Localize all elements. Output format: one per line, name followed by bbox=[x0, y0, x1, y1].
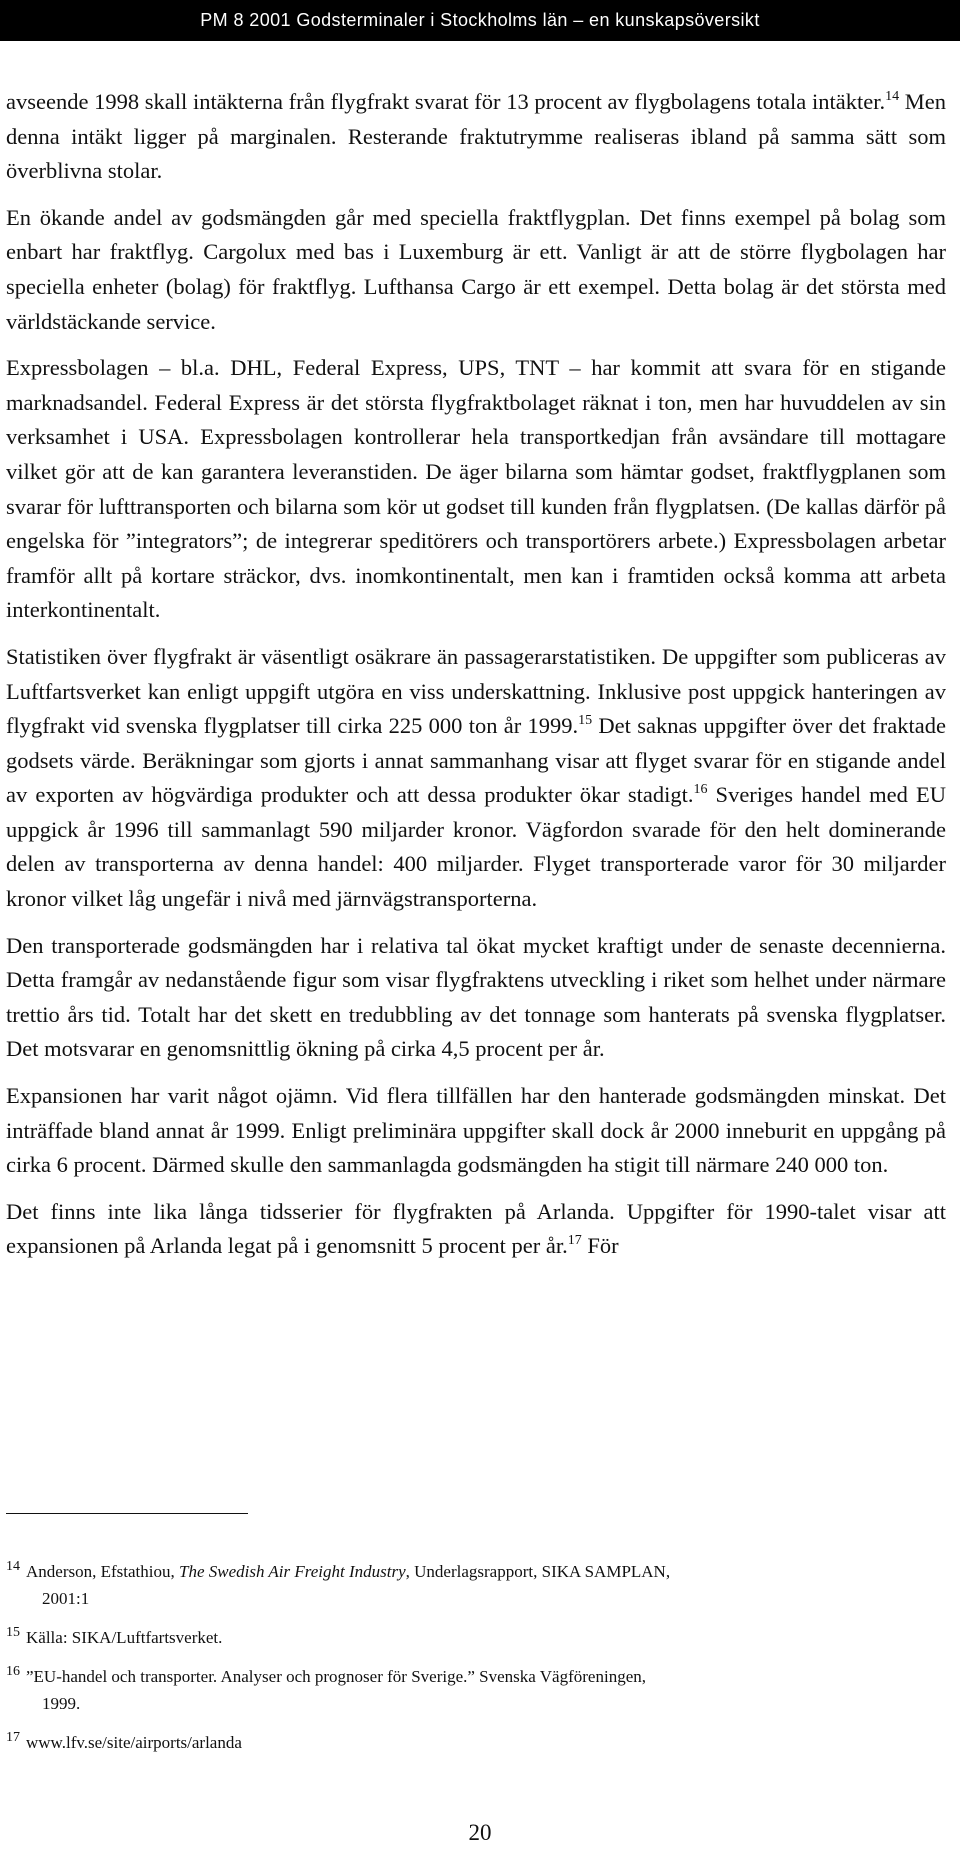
footnote bbox=[6, 1663, 946, 1717]
footnote-reference: 17 bbox=[567, 1232, 582, 1248]
paragraph-text: Expansionen har varit något ojämn. Vid flera tillfällen har den hanterade godsmängden minskat. Det inträffade bland annat år 1999. Enligt preliminära uppgifter skall dock år 2000 inneburit en uppgång på cirka 6 procent. Därmed skulle den sammanlagda godsmängden ha stigit till närmare 240 000 ton. bbox=[6, 1083, 946, 1178]
page-number bbox=[0, 1818, 960, 1848]
paragraph-text: Den transporterade godsmängden har i relativa tal ökat mycket kraftigt under de senaste decennierna. Detta framgår av nedanstående figur som visar flygfraktens utveckling i riket som helhet under närmare trettio års tid. Totalt har det skett en tredubbling av det tonnage som hanterats på svenska flygplatser. Det motsvarar en genomsnittlig ökning på cirka 4,5 procent per år. bbox=[6, 932, 946, 1062]
footnotes bbox=[6, 1558, 946, 1768]
footnote bbox=[6, 1558, 946, 1612]
footnote-number: 15 bbox=[6, 1625, 20, 1641]
paragraph bbox=[6, 201, 946, 339]
running-header-title: PM 8 2001 Godsterminaler i Stockholms län – en kunskapsöversikt bbox=[200, 10, 760, 30]
paragraph-text: Expressbolagen – bl.a. DHL, Federal Express, UPS, TNT – har kommit att svara för en stigande marknadsandel. Federal Express är det största flygfraktbolaget räknat i ton, men har huvuddelen av sin verksamhet i USA. Expressbolagen kontrollerar hela transportkedjan från avsändare till mottagare vilket gör att de kan garantera leveranstiden. De äger bilarna som hämtar godset, fraktflygplanen som svarar för lufttransporten och bilarna som kör ut godset till kunden från flygplatsen. (De kallas därför på engelska för ”integrators”; de integrerar speditörers och transportörers arbete.) Expressbolagen arbetar framför allt på kortare sträckor, dvs. inomkontinentalt, men kan i framtiden också komma att arbeta interkontinentalt. bbox=[6, 355, 946, 623]
footnote-number: 17 bbox=[6, 1730, 20, 1746]
footnote-number: 14 bbox=[6, 1559, 20, 1575]
paragraph-text: Statistiken över flygfrakt är väsentligt osäkrare än passagerarstatistiken. De uppgifter som publiceras av Luftfartsverket kan enligt uppgift utgöra en viss underskattning. Inklusive post uppgick hanteringen av flygfrakt vid svenska flygplatser till cirka 225 000 ton år 1999. bbox=[6, 643, 946, 739]
footnote-continuation: 1999. bbox=[42, 1694, 81, 1713]
running-header bbox=[0, 0, 960, 41]
paragraph-text: En ökande andel av godsmängden går med speciella fraktflygplan. Det finns exempel på bolag som enbart har fraktflyg. Cargolux med bas i Luxemburg är ett. Vanligt är att de större flygbolagen har speciella enheter (bolag) för fraktflyg. Lufthansa Cargo är ett exempel. Detta bolag är det största med världstäckande service. bbox=[6, 204, 946, 334]
paragraph bbox=[6, 1079, 946, 1183]
paragraph-text: Men denna intäkt ligger på marginalen. Resterande fraktutrymme realiseras ibland på samma sätt som överblivna stolar. bbox=[6, 89, 946, 184]
footnote-reference: 15 bbox=[578, 712, 593, 728]
paragraph-text: avseende 1998 skall intäkterna från flygfrakt svarat för 13 procent av flygbolagens totala intäkter. bbox=[6, 89, 886, 114]
footnote-reference: 14 bbox=[885, 88, 900, 104]
footnote-text: Anderson, Efstathiou, bbox=[26, 1562, 179, 1581]
footnote bbox=[6, 1624, 946, 1651]
footnote-text: ”EU-handel och transporter. Analyser och prognoser för Sverige.” Svenska Vägföreningen, bbox=[26, 1667, 646, 1686]
paragraph-text: Sveriges handel med EU uppgick år 1996 till sammanlagt 590 miljarder kronor. Vägfordon svarade för den helt dominerande delen av transporterna av denna handel: 400 miljarder. Flyget transporterade varor för 30 miljarder kronor vilket låg ungefär i nivå med järnvägstransporterna. bbox=[6, 782, 946, 912]
footnote-text: Källa: SIKA/Luftfartsverket. bbox=[26, 1628, 223, 1647]
paragraph bbox=[6, 929, 946, 1067]
paragraph-text: Det finns inte lika långa tidsserier för flygfrakten på Arlanda. Uppgifter för 1990-talet visar att expansionen på Arlanda legat på i genomsnitt 5 procent per år. bbox=[6, 1198, 946, 1259]
paragraph-text: För bbox=[581, 1233, 619, 1259]
page-number-text: 20 bbox=[468, 1820, 492, 1845]
footnote-separator bbox=[6, 1513, 248, 1514]
paragraph-text: Det saknas uppgifter över det fraktade godsets värde. Beräkningar som gjorts i annat sammanhang visar att flyget svarar för en stigande andel av exporten av högvärdiga produkter och att dessa produkter ökar stadigt. bbox=[6, 713, 946, 808]
footnote-text: www.lfv.se/site/airports/arlanda bbox=[26, 1733, 242, 1752]
footnote-reference: 16 bbox=[693, 781, 708, 797]
footnote-title: The Swedish Air Freight Industry bbox=[178, 1562, 406, 1581]
body-text bbox=[6, 85, 946, 1276]
footnote-number: 16 bbox=[6, 1664, 20, 1680]
paragraph bbox=[6, 351, 946, 628]
paragraph bbox=[6, 85, 946, 189]
paragraph bbox=[6, 1195, 946, 1264]
paragraph bbox=[6, 640, 946, 917]
footnote bbox=[6, 1729, 946, 1756]
footnote-continuation: 2001:1 bbox=[42, 1589, 90, 1608]
footnote-text: , Underlagsrapport, SIKA SAMPLAN, bbox=[405, 1562, 671, 1581]
